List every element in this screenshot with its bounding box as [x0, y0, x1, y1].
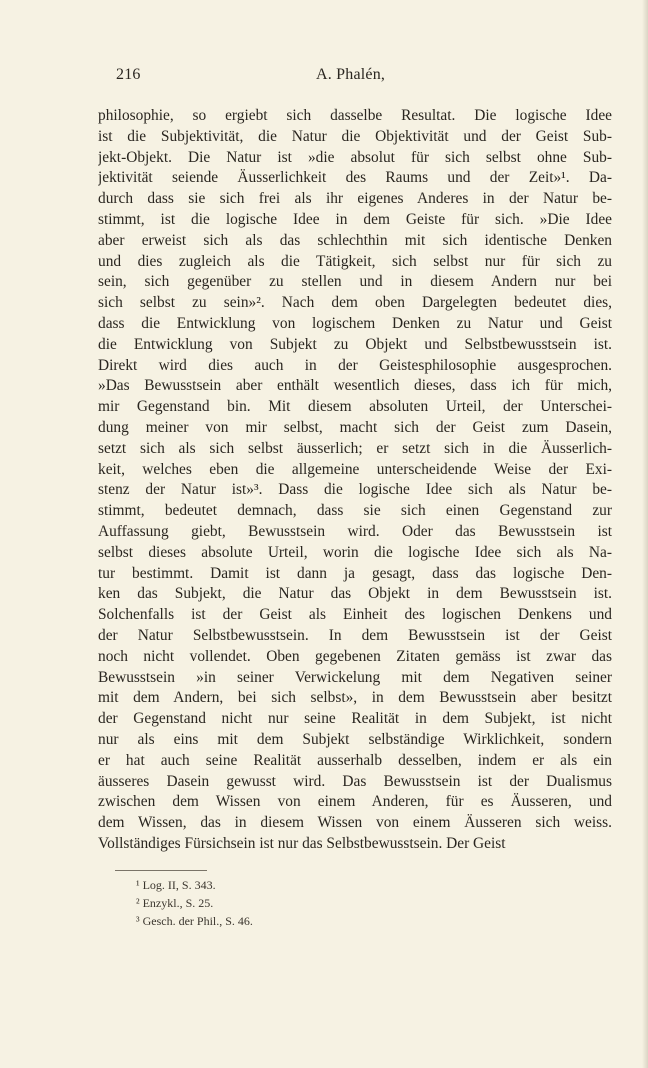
- text-line: ken das Subjekt, die Natur das Objekt in dem Bewusstsein ist.: [98, 585, 612, 603]
- text-line: selbst dieses absolute Urteil, worin die logische Idee sich als Na-: [98, 543, 612, 561]
- body-text: [98, 106, 612, 855]
- text-line: zwischen dem Wissen von einem Anderen, für es Äusseren, und: [98, 793, 612, 811]
- page-edge-shadow: [642, 0, 648, 1068]
- text-line: sich selbst zu sein»². Nach dem oben Dargelegten bedeutet dies,: [98, 294, 612, 312]
- text-line: äusseres Dasein gewusst wird. Das Bewusstsein ist der Dualismus: [98, 772, 612, 790]
- text-line: und dies zugleich als die Tätigkeit, sich selbst nur für sich zu: [98, 252, 612, 270]
- text-line: »Das Bewusstsein aber enthält wesentlich dieses, dass ich für mich,: [98, 377, 612, 395]
- footnote-divider: [115, 870, 207, 871]
- text-line: die Entwicklung von Subjekt zu Objekt und Selbstbewusstsein ist.: [98, 335, 612, 353]
- text-line: stimmt, ist die logische Idee in dem Geiste für sich. »Die Idee: [98, 210, 612, 228]
- text-line: aber erweist sich als das schlechthin mit sich identische Denken: [98, 231, 612, 249]
- text-line: mir Gegenstand bin. Mit diesem absoluten Urteil, der Unterschei-: [98, 398, 612, 416]
- text-line: Vollständiges Fürsichsein ist nur das Selbstbewusstsein. Der Geist: [98, 834, 506, 852]
- text-line: sein, sich gegenüber zu stellen und in diesem Andern nur bei: [98, 273, 612, 291]
- text-line: durch dass sie sich frei als ihr eigenes Anderes in der Natur be-: [98, 190, 612, 208]
- text-line: dass die Entwicklung von logischem Denken zu Natur und Geist: [98, 314, 612, 332]
- footnotes: [136, 876, 536, 930]
- text-line: setzt sich als sich selbst äusserlich; er setzt sich in die Äusserlich-: [98, 439, 612, 457]
- text-line: philosophie, so ergiebt sich dasselbe Resultat. Die logische Idee: [98, 107, 612, 124]
- footnote: ² Enzykl., S. 25.: [136, 896, 214, 910]
- text-line: dung meiner von mir selbst, macht sich der Geist zum Dasein,: [98, 418, 612, 436]
- text-line: noch nicht vollendet. Oben gegebenen Zitaten gemäss ist zwar das: [98, 647, 612, 665]
- footnote: ³ Gesch. der Phil., S. 46.: [136, 914, 253, 928]
- footnote: ¹ Log. II, S. 343.: [136, 878, 216, 892]
- running-head: A. Phalén,: [316, 66, 386, 83]
- text-line: jektivität seiende Äusserlichkeit des Raums und der Zeit»¹. Da-: [98, 169, 612, 187]
- text-line: keit, welches eben die allgemeine unterscheidende Weise der Exi-: [98, 460, 612, 478]
- text-line: mit dem Andern, bei sich selbst», in dem Bewusstsein aber besitzt: [98, 689, 612, 707]
- text-line: nur als eins mit dem Subjekt selbständige Wirklichkeit, sondern: [98, 730, 612, 748]
- text-line: ist die Subjektivität, die Natur die Objektivität und der Geist Sub-: [98, 127, 612, 145]
- text-line: tur bestimmt. Damit ist dann ja gesagt, dass das logische Den-: [98, 564, 612, 582]
- page-header: [116, 66, 544, 88]
- text-line: stenz der Natur ist»³. Dass die logische Idee sich als Natur be-: [98, 481, 612, 499]
- text-line: Direkt wird dies auch in der Geistesphilosophie ausgesprochen.: [98, 356, 612, 374]
- text-line: Bewusstsein »in seiner Verwickelung mit dem Negativen seiner: [98, 668, 612, 686]
- text-line: Auffassung giebt, Bewusstsein wird. Oder das Bewusstsein ist: [98, 522, 612, 540]
- text-line: stimmt, bedeutet demnach, dass sie sich einen Gegenstand zur: [98, 502, 612, 520]
- text-line: der Gegenstand nicht nur seine Realität in dem Subjekt, ist nicht: [98, 710, 612, 728]
- text-line: er hat auch seine Realität ausserhalb desselben, indem er als ein: [98, 751, 612, 769]
- text-line: Solchenfalls ist der Geist als Einheit des logischen Denkens und: [98, 606, 612, 624]
- text-line: jekt-Objekt. Die Natur ist »die absolut für sich selbst ohne Sub-: [98, 148, 612, 166]
- text-line: der Natur Selbstbewusstsein. In dem Bewusstsein ist der Geist: [98, 626, 612, 644]
- page-number: 216: [116, 66, 141, 83]
- text-line: dem Wissen, das in diesem Wissen von einem Äusseren sich weiss.: [98, 814, 612, 832]
